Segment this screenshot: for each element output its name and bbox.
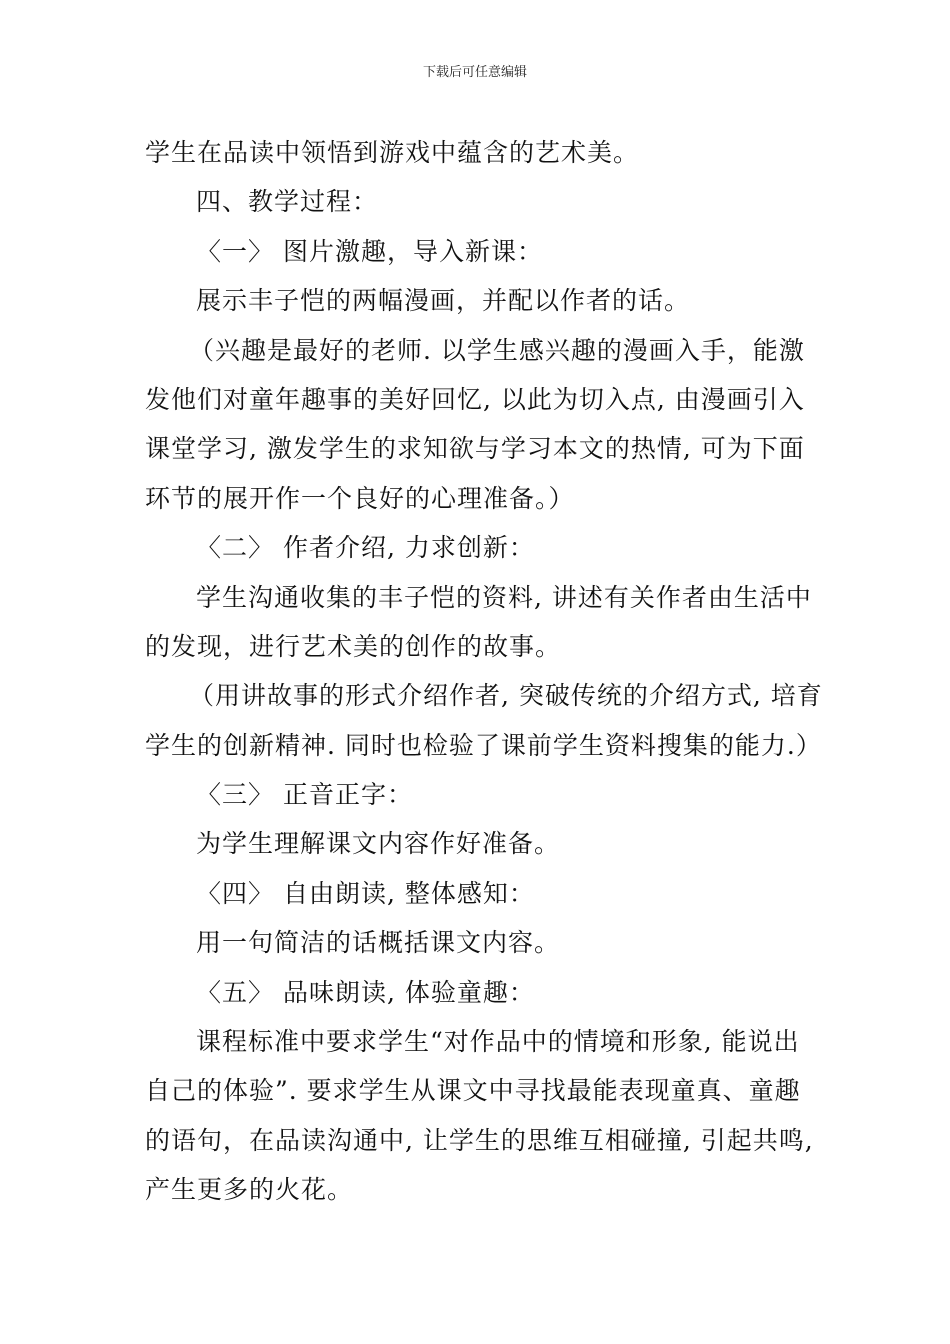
paragraph-line: 产生更多的火花。 xyxy=(145,1175,354,1205)
paragraph-line: （兴趣是最好的老师. 以学生感兴趣的漫画入手，能激 xyxy=(189,335,805,365)
paragraph-line: 为学生理解课文内容作好准备。 xyxy=(196,829,561,859)
paragraph-line: 课程标准中要求学生“对作品中的情境和形象, 能说出 xyxy=(196,1027,800,1057)
page-header-note: 下载后可任意编辑 xyxy=(422,65,527,80)
section-heading: 四、教学过程： xyxy=(196,187,379,217)
paragraph-line: 课堂学习, 激发学生的求知欲与学习本文的热情, 可为下面 xyxy=(145,434,805,464)
paragraph-line: 的发现，进行艺术美的创作的故事。 xyxy=(145,631,562,661)
paragraph-line: 学生的创新精神. 同时也检验了课前学生资料搜集的能力.） xyxy=(145,730,822,760)
paragraph-line: 自己的体验”. 要求学生从课文中寻找最能表现童真、童趣 xyxy=(145,1076,801,1106)
paragraph-line: 学生沟通收集的丰子恺的资料, 讲述有关作者由生活中 xyxy=(196,582,812,612)
paragraph-line: 的语句，在品读沟通中, 让学生的思维互相碰撞, 引起共鸣, xyxy=(145,1125,814,1155)
subsection-heading: 〈四〉 自由朗读, 整体感知： xyxy=(196,878,535,908)
paragraph-line: 发他们对童年趣事的美好回忆, 以此为切入点, 由漫画引入 xyxy=(145,384,805,414)
paragraph-line: （用讲故事的形式介绍作者, 突破传统的介绍方式, 培育 xyxy=(189,681,823,711)
paragraph-line: 用一句简洁的话概括课文内容。 xyxy=(196,928,561,958)
subsection-heading: 〈三〉 正音正字： xyxy=(196,780,413,810)
subsection-heading: 〈五〉 品味朗读, 体验童趣： xyxy=(196,977,535,1007)
document-body xyxy=(145,128,823,1215)
paragraph-line: 环节的展开作一个良好的心理准备。） xyxy=(145,483,575,513)
paragraph-line: 展示丰子恺的两幅漫画，并配以作者的话。 xyxy=(196,286,691,316)
paragraph-line: 学生在品读中领悟到游戏中蕴含的艺术美。 xyxy=(145,138,640,167)
subsection-heading: 〈二〉 作者介绍, 力求创新： xyxy=(196,533,535,563)
subsection-heading: 〈一〉 图片激趣，导入新课： xyxy=(196,236,543,266)
